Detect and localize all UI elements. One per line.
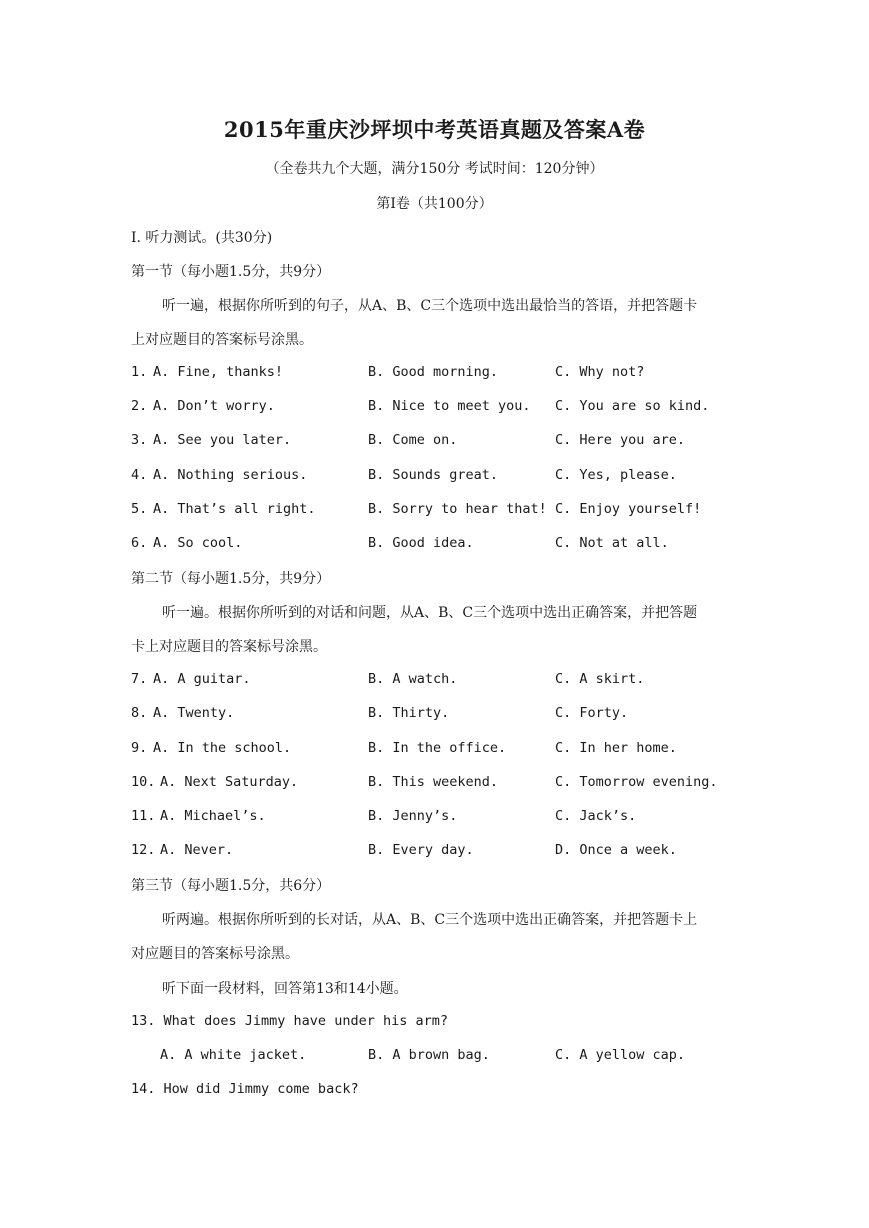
section-2-instruction-cont: 卡上对应题目的答案标号涂黑。 xyxy=(131,639,327,655)
option-b: B. Jenny’s. xyxy=(368,808,458,824)
part-heading: Ⅰ. 听力测试。(共30分) xyxy=(131,230,273,246)
option-a: A. So cool. xyxy=(153,535,243,551)
question-text: 13. What does Jimmy have under his arm? xyxy=(131,1013,448,1029)
option-a: A. In the school. xyxy=(153,740,292,756)
option-b: B. Thirty. xyxy=(368,705,450,721)
section-3-heading: 第三节（每小题1.5分，共6分） xyxy=(131,878,331,894)
section-3-instruction-cont: 对应题目的答案标号涂黑。 xyxy=(131,946,299,962)
option-a: A. Don’t worry. xyxy=(153,398,275,414)
option-a: A. Next Saturday. xyxy=(160,774,299,790)
option-c: C. A skirt. xyxy=(555,671,645,687)
question-number: 6. xyxy=(131,535,148,551)
section-1-instruction: 听一遍，根据你所听到的句子，从A、B、C三个选项中选出最恰当的答语，并把答题卡 xyxy=(162,298,698,314)
option-b: B. Sorry to hear that! xyxy=(368,501,547,517)
option-c: C. Tomorrow evening. xyxy=(555,774,718,790)
question-number: 11. xyxy=(131,808,156,824)
question-number: 7. xyxy=(131,671,148,687)
question-text: 14. How did Jimmy come back? xyxy=(131,1081,359,1097)
section-2-instruction: 听一遍。根据你所听到的对话和问题，从A、B、C三个选项中选出正确答案，并把答题 xyxy=(162,605,698,621)
section-2-heading: 第二节（每小题1.5分，共9分） xyxy=(131,571,331,587)
option-b: B. Nice to meet you. xyxy=(368,398,531,414)
option-a: A. Michael’s. xyxy=(160,808,266,824)
option-c: C. Why not? xyxy=(555,364,645,380)
option-c: C. Jack’s. xyxy=(555,808,637,824)
option-a: A. Never. xyxy=(160,842,234,858)
option-c: C. You are so kind. xyxy=(555,398,710,414)
option-c: C. A yellow cap. xyxy=(555,1047,686,1063)
question-number: 8. xyxy=(131,705,148,721)
option-b: B. Sounds great. xyxy=(368,467,499,483)
question-number: 3. xyxy=(131,432,148,448)
option-a: A. Twenty. xyxy=(153,705,235,721)
question-number: 1. xyxy=(131,364,148,380)
question-number: 10. xyxy=(131,774,156,790)
option-b: B. Every day. xyxy=(368,842,474,858)
question-number: 9. xyxy=(131,740,148,756)
option-a: A. A guitar. xyxy=(153,671,251,687)
option-a: A. Nothing serious. xyxy=(153,467,308,483)
option-c: D. Once a week. xyxy=(555,842,677,858)
option-b: B. Good morning. xyxy=(368,364,499,380)
section-1-heading: 第一节（每小题1.5分，共9分） xyxy=(131,264,331,280)
option-a: A. See you later. xyxy=(153,432,292,448)
option-b: B. This weekend. xyxy=(368,774,499,790)
section-3-instruction: 听两遍。根据你所听到的长对话，从A、B、C三个选项中选出正确答案，并把答题卡上 xyxy=(162,912,698,928)
question-number: 12. xyxy=(131,842,156,858)
question-number: 4. xyxy=(131,467,148,483)
option-b: B. A brown bag. xyxy=(368,1047,490,1063)
option-c: C. Not at all. xyxy=(555,535,669,551)
option-b: B. Good idea. xyxy=(368,535,474,551)
option-a: A. A white jacket. xyxy=(160,1047,307,1063)
option-a: A. Fine, thanks! xyxy=(153,364,284,380)
listening-material-note: 听下面一段材料，回答第13和14小题。 xyxy=(162,981,408,997)
option-a: A. That’s all right. xyxy=(153,501,316,517)
section-1-instruction-cont: 上对应题目的答案标号涂黑。 xyxy=(131,332,313,348)
option-c: C. Enjoy yourself! xyxy=(555,501,702,517)
option-c: C. Forty. xyxy=(555,705,629,721)
question-number: 2. xyxy=(131,398,148,414)
option-b: B. A watch. xyxy=(368,671,458,687)
question-number: 5. xyxy=(131,501,148,517)
volume-heading: 第Ⅰ卷（共100分） xyxy=(376,196,493,212)
option-c: C. Yes, please. xyxy=(555,467,677,483)
option-c: C. Here you are. xyxy=(555,432,686,448)
exam-subtitle: （全卷共九个大题，满分150分 考试时间：120分钟） xyxy=(265,161,604,177)
option-b: B. Come on. xyxy=(368,432,458,448)
option-c: C. In her home. xyxy=(555,740,677,756)
page-title: 2015年重庆沙坪坝中考英语真题及答案A卷 xyxy=(223,117,646,142)
option-b: B. In the office. xyxy=(368,740,507,756)
